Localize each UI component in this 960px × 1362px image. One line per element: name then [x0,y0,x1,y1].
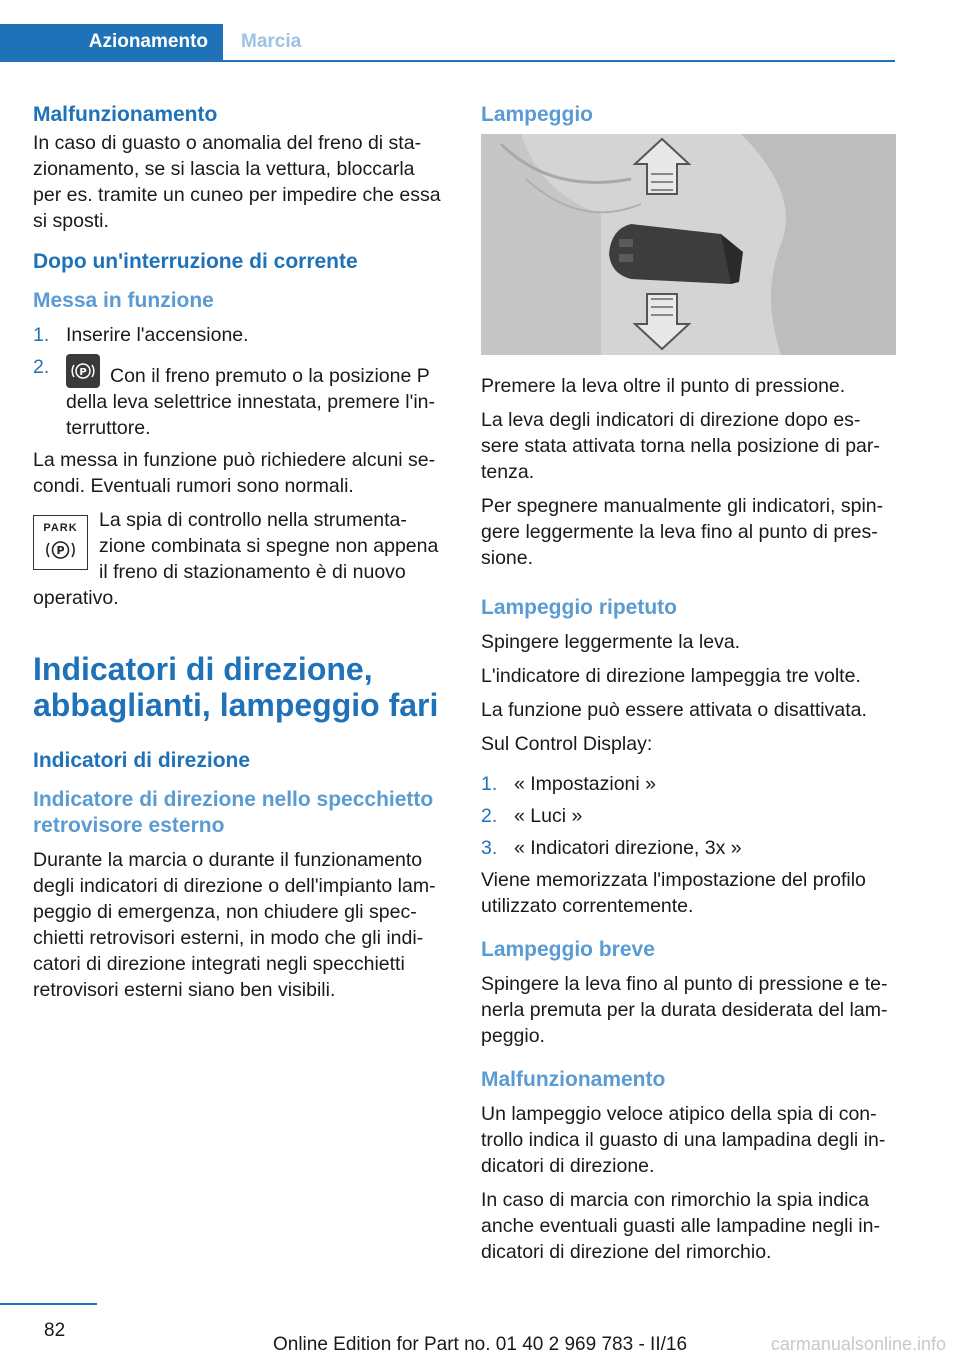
svg-text:P: P [56,544,65,557]
edition-note: Online Edition for Part no. 01 40 2 969 783 - II/16 [272,1334,688,1355]
footer-rule [0,1303,97,1305]
malfunction-text-1: Un lampeggio veloce atipico della spia di con-trollo indica il guasto di una lampadina degli in-dicatori di direzione. [481,1103,886,1177]
chapter-heading: Indicatori di direzione, abbaglianti, lampeggio fari [33,651,439,723]
commissioning-heading: Messa in funzione [33,289,214,312]
section-tabs [0,24,895,62]
step-number: 1. [33,324,50,346]
step-text: Inserire l'accensione. [66,324,249,346]
malfunction-text: In caso di guasto o anomalia del freno di sta-zionamento, se si lascia la vettura, bloccarla per es. tramite un cuneo per impedire che essa si sposti. [33,132,441,232]
control-display-steps [481,771,896,861]
repeat-text-2: L'indicatore di direzione lampeggia tre volte. [481,665,861,687]
park-icon-label: PARK [43,522,78,534]
turn-indicators-heading: Indicatori di direzione [33,749,251,772]
step-number: 1. [481,773,498,795]
power-interruption-heading: Dopo un'interruzione di corrente [33,250,358,273]
malfunction-text-2: In caso di marcia con rimorchio la spia indica anche eventuali guasti alle lampadine negli in-dicatori di direzione del rimorchio. [481,1189,880,1263]
step-text: « Indicatori direzione, 3x » [514,837,742,859]
step-number: 2. [33,356,50,378]
list-item [481,835,896,861]
malfunction-heading: Malfunzionamento [33,103,218,126]
left-column [33,100,448,1011]
park-indicator-note [33,507,448,585]
short-flash-text: Spingere la leva fino al punto di pressione e te-nerla premuta per la durata desiderata del lam-peggio. [481,973,888,1047]
turn-signal-lever-illustration [481,134,896,355]
list-item [33,322,448,348]
short-flash-heading: Lampeggio breve [481,938,655,961]
tab-azionamento[interactable]: Azionamento [0,24,223,60]
list-item [481,771,896,797]
tab-marcia[interactable]: Marcia [241,31,302,52]
step-number: 2. [481,805,498,827]
right-column [481,100,896,1273]
park-note-text: La spia di controllo nella strumenta-zione combinata si spegne non appena il freno di stazionamento è di nuovo [99,509,439,583]
watermark: carmanualsonline.info [770,1334,946,1354]
svg-text:P: P [79,367,87,378]
commissioning-steps [33,322,448,441]
commissioning-note: La messa in funzione può richiedere alcuni se-condi. Eventuali rumori sono normali. [33,449,436,497]
repeat-text-5: Viene memorizzata l'impostazione del profilo utilizzato correntemente. [481,869,866,917]
tab-underline [0,60,895,62]
parking-brake-switch-icon [66,354,100,388]
step-text: « Luci » [514,805,583,827]
park-note-continuation: operativo. [33,587,119,609]
flash-text-2: La leva degli indicatori di direzione dopo es-sere stata attivata torna nella posizione di par-tenza. [481,409,880,483]
flash-text-1: Premere la leva oltre il punto di pressione. [481,375,846,397]
flash-heading: Lampeggio [481,103,594,126]
list-item [33,354,448,441]
step-text: « Impostazioni » [514,773,656,795]
repeat-flash-heading: Lampeggio ripetuto [481,596,677,619]
repeat-text-1: Spingere leggermente la leva. [481,631,741,653]
mirror-indicator-text: Durante la marcia o durante il funzionamento degli indicatori di direzione o dell'impianto lam-peggio di emergenza, non chiudere gli spec-chietti retrovisori esterni, in modo che gli indi-catori di direzione integrati negli specchietti retrovisori esterni siano ben visibili. [33,849,436,1001]
page-number: 82 [44,1320,66,1341]
step-number: 3. [481,837,498,859]
list-item [481,803,896,829]
park-indicator-icon [33,515,88,570]
repeat-text-3: La funzione può essere attivata o disattivata. [481,699,867,721]
flash-text-3: Per spegnere manualmente gli indicatori, spin-gere leggermente la leva fino al punto di pres-sione. [481,495,884,569]
mirror-indicator-heading: Indicatore di direzione nello specchietto retrovisore esterno [33,788,434,837]
malfunction-heading-right: Malfunzionamento [481,1068,666,1091]
step-text: Con il freno premuto o la posizione P della leva selettrice innestata, premere l'in-terruttore. [66,365,435,439]
repeat-text-4: Sul Control Display: [481,733,653,755]
